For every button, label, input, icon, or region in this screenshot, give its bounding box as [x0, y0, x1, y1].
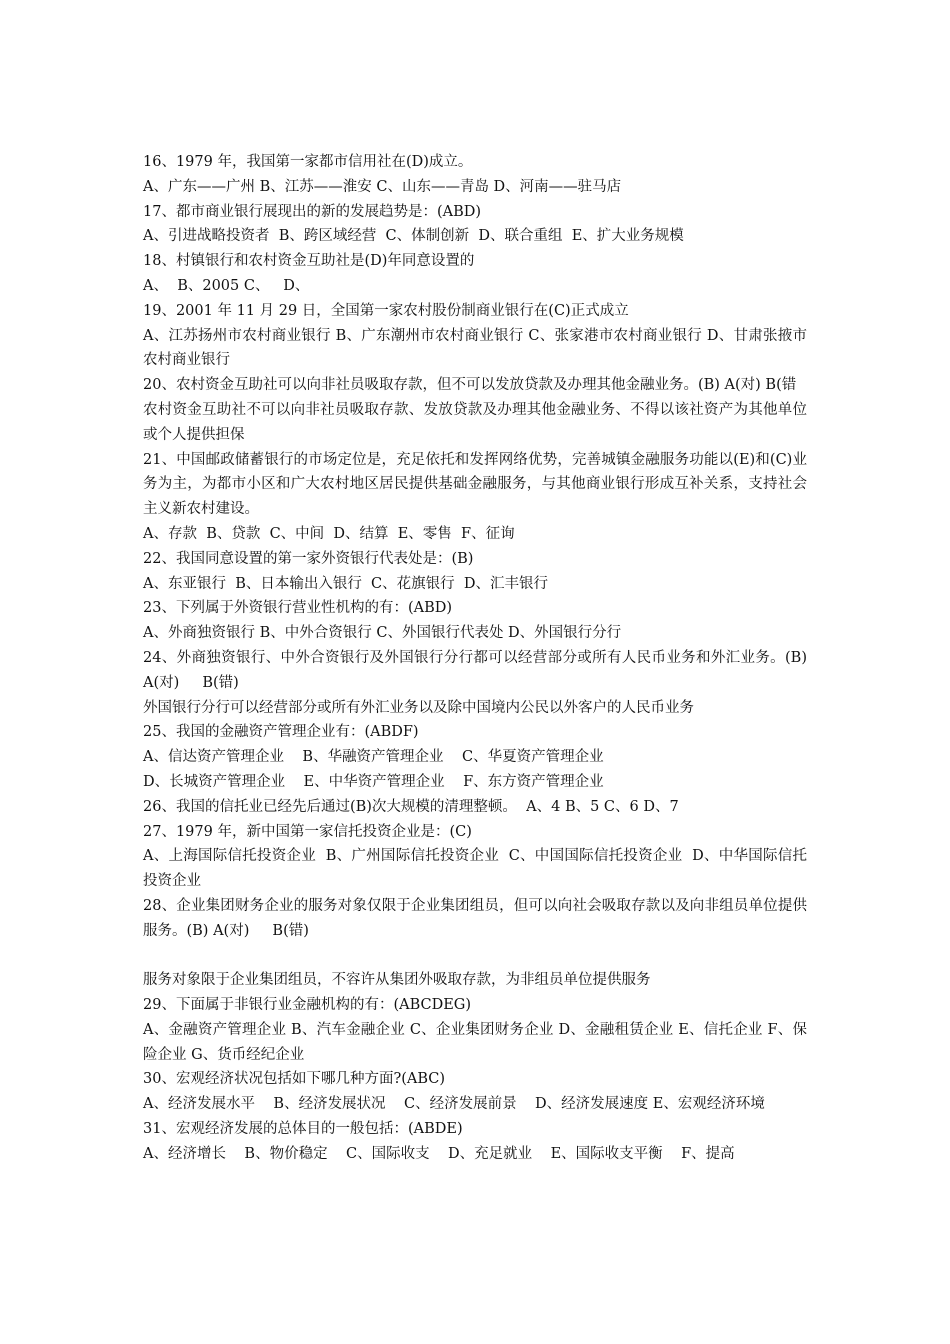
text-line: 22、我国同意设置的第一家外资银行代表处是：(B): [143, 550, 474, 567]
text-line: A、经济增长 B、物价稳定 C、国际收支 D、充足就业 E、国际收支平衡 F、提高: [143, 1145, 735, 1162]
text-line: 20、农村资金互助社可以向非社员吸取存款，但不可以发放贷款及办理其他金融业务。(B) A(对) B(错: [143, 377, 797, 394]
text-line: 25、我国的金融资产管理企业有：(ABDF): [143, 724, 419, 741]
text-line: 21、中国邮政储蓄银行的市场定位是，充足依托和发挥网络优势，完善城镇金融服务功能以(E)和(C)业务为主，为都市小区和广大农村地区居民提供基础金融服务，与其他商业银行形成互补关系，支持社会主义新农村建设。: [143, 451, 807, 518]
text-line: 28、企业集团财务企业的服务对象仅限于企业集团组员，但可以向社会吸取存款以及向非组员单位提供服务。(B) A(对) B(错): [143, 897, 807, 939]
text-line: 外国银行分行可以经营部分或所有外汇业务以及除中国境内公民以外客户的人民币业务: [143, 699, 694, 716]
text-line: 19、2001 年 11 月 29 日，全国第一家农村股份制商业银行在(C)正式成立: [143, 302, 629, 319]
text-line: 18、村镇银行和农村资金互助社是(D)年同意设置的: [143, 253, 475, 270]
text-line: 26、我国的信托业已经先后通过(B)次大规模的清理整顿。 A、4 B、5 C、6 D、7: [143, 798, 679, 815]
text-line: A、上海国际信托投资企业 B、广州国际信托投资企业 C、中国国际信托投资企业 D、中华国际信托投资企业: [143, 848, 807, 890]
text-line: A、江苏扬州市农村商业银行 B、广东潮州市农村商业银行 C、张家港市农村商业银行 D、甘肃张掖市农村商业银行: [143, 327, 807, 369]
text-line: A、东亚银行 B、日本输出入银行 C、花旗银行 D、汇丰银行: [143, 575, 548, 592]
text-line: 16、1979 年，我国第一家都市信用社在(D)成立。: [143, 154, 473, 170]
text-line: 30、宏观经济状况包括如下哪几种方面?(ABC): [143, 1071, 446, 1088]
text-line: A、 B、2005 C、 D、: [143, 277, 310, 294]
text-line: 服务对象限于企业集团组员，不容许从集团外吸取存款，为非组员单位提供服务: [143, 972, 651, 989]
text-line: A、引进战略投资者 B、跨区域经营 C、体制创新 D、联合重组 E、扩大业务规模: [143, 228, 684, 245]
text-line: A、外商独资银行 B、中外合资银行 C、外国银行代表处 D、外国银行分行: [143, 625, 622, 642]
document-body: [143, 150, 812, 1167]
text-line: 24、外商独资银行、中外合资银行及外国银行分行都可以经营部分或所有人民币业务和外汇业务。(B) A(对) B(错): [143, 649, 812, 691]
text-line: 17、都市商业银行展现出的新的发展趋势是：(ABD): [143, 203, 482, 220]
text-line: A、信达资产管理企业 B、华融资产管理企业 C、华夏资产管理企业: [143, 749, 604, 766]
blank-line: [143, 944, 807, 969]
text-line: 27、1979 年，新中国第一家信托投资企业是：(C): [143, 823, 472, 840]
text-line: 31、宏观经济发展的总体目的一般包括：(ABDE): [143, 1121, 463, 1138]
text-line: D、长城资产管理企业 E、中华资产管理企业 F、东方资产管理企业: [143, 773, 604, 790]
text-line: A、金融资产管理企业 B、汽车金融企业 C、企业集团财务企业 D、金融租赁企业 E、信托企业 F、保险企业 G、货币经纪企业: [143, 1021, 807, 1063]
text-line: A、广东——广州 B、江苏——淮安 C、山东——青岛 D、河南——驻马店: [143, 178, 622, 195]
text-line: 29、下面属于非银行业金融机构的有：(ABCDEG): [143, 997, 472, 1014]
text-line: 农村资金互助社不可以向非社员吸取存款、发放贷款及办理其他金融业务、不得以该社资产为其他单位或个人提供担保: [143, 401, 807, 443]
text-line: 23、下列属于外资银行营业性机构的有：(ABD): [143, 600, 453, 617]
text-line: A、经济发展水平 B、经济发展状况 C、经济发展前景 D、经济发展速度 E、宏观经济环境: [143, 1096, 765, 1113]
text-line: A、存款 B、贷款 C、中间 D、结算 E、零售 F、征询: [143, 525, 515, 542]
